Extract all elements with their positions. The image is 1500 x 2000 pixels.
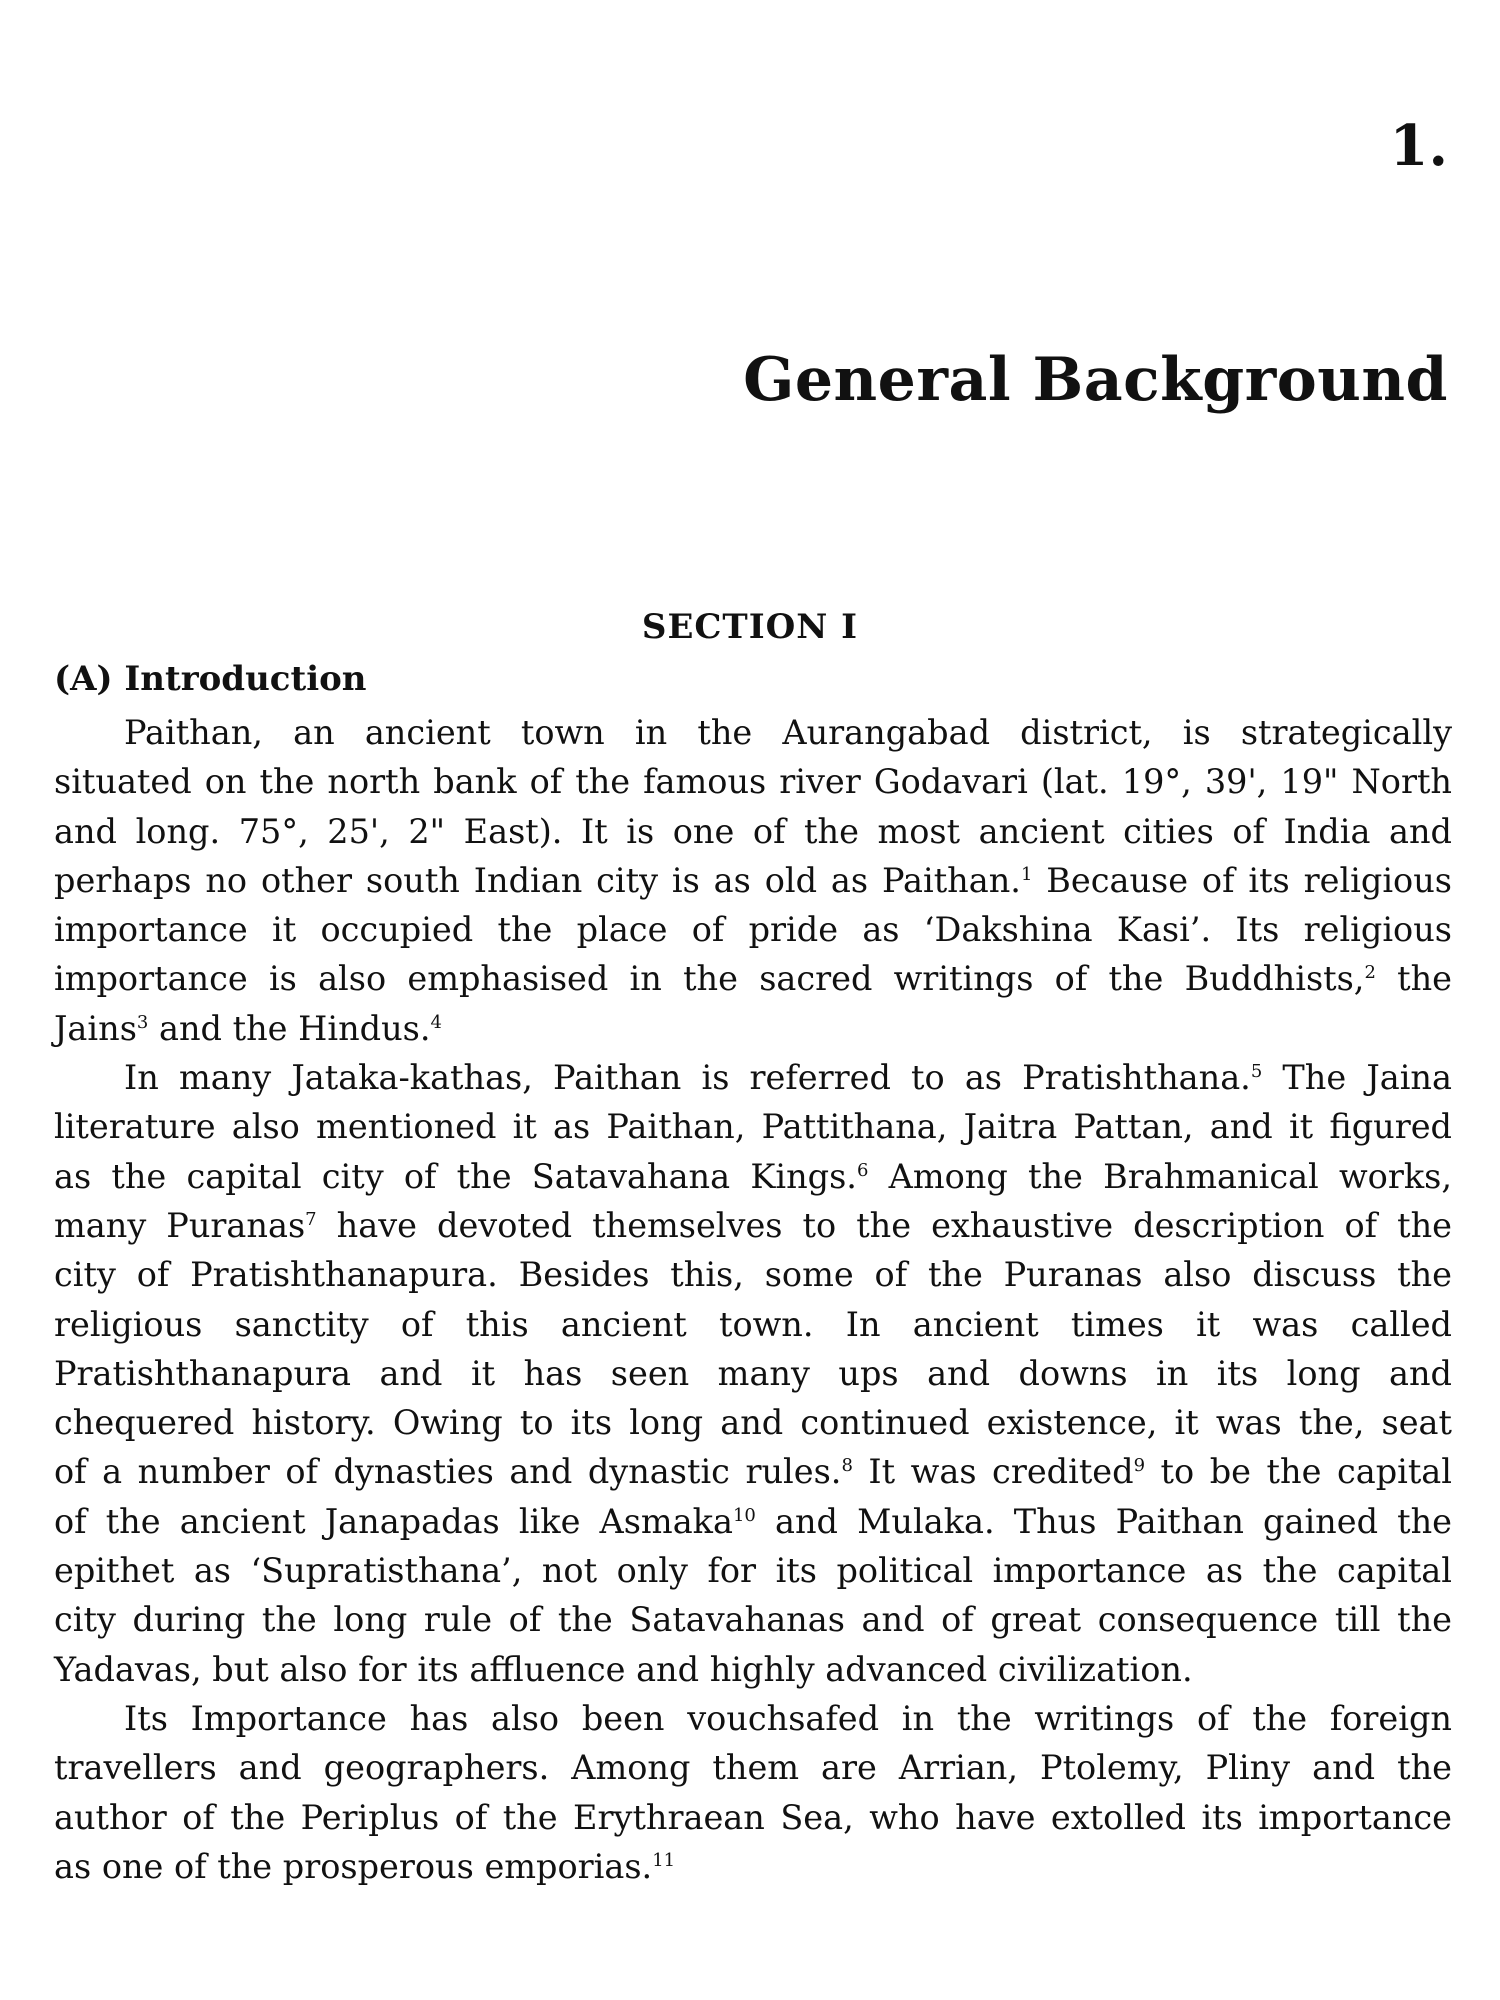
footnote-ref: 10 xyxy=(732,1504,756,1526)
text-line: many Puranas$^7$ have devoted themselves to the exhaustive description of the xyxy=(54,1205,1452,1245)
text-line: Pratishthanapura and it has seen many ups and downs in its long and xyxy=(54,1353,1452,1393)
text-line: author of the Periplus of the Erythraean Sea, who have extolled its importance xyxy=(54,1797,1452,1837)
text-line: and long. 75°, 25', 2" East). It is one of the most ancient cities of India and xyxy=(54,811,1452,851)
text-line: as one of the prosperous emporias.$^{11}$ xyxy=(54,1846,676,1886)
footnote-ref: 2 xyxy=(1364,962,1376,984)
footnote-ref: 6 xyxy=(856,1159,869,1181)
text-line: Jains$^3$ and the Hindus.$^4$ xyxy=(54,1008,442,1048)
chapter-title: General Background xyxy=(743,345,1448,415)
text-line: city during the long rule of the Satavahanas and of great consequence till the xyxy=(54,1600,1452,1640)
footnote-ref: 11 xyxy=(652,1849,676,1871)
text-line: city of Pratishthanapura. Besides this, some of the Puranas also discuss the xyxy=(54,1255,1452,1295)
paragraph-2 xyxy=(54,1053,1452,1694)
section-heading: SECTION I xyxy=(641,607,859,647)
footnote-ref: 1 xyxy=(1020,863,1033,885)
text-line: situated on the north bank of the famous river Godavari (lat. 19°, 39', 19" North xyxy=(54,762,1452,802)
text-line: Paithan, an ancient town in the Aurangabad district, is strategically xyxy=(124,713,1452,752)
text-line: importance is also emphasised in the sacred writings of the Buddhists,$^2$ the xyxy=(54,959,1453,999)
text-line: of the ancient Janapadas like Asmaka$^{10}$ and Mulaka. Thus Paithan gained the xyxy=(54,1501,1453,1541)
text-line: literature also mentioned it as Paithan, Pattithana, Jaitra Pattan, and it figured xyxy=(54,1107,1452,1147)
footnote-ref: 8 xyxy=(841,1455,853,1477)
text-line: perhaps no other south Indian city is as old as Paithan.$^1$ Because of its religious xyxy=(54,860,1452,900)
text-line: Its Importance has also been vouchsafed in the writings of the foreign xyxy=(124,1698,1452,1738)
footnote-ref: 3 xyxy=(136,1011,149,1033)
body-text xyxy=(54,708,1452,1891)
subsection-heading: (A) Introduction xyxy=(54,659,367,699)
text-line: as the capital city of the Satavahana Kings.$^6$ Among the Brahmanical works, xyxy=(54,1156,1452,1196)
footnote-ref: 4 xyxy=(430,1011,442,1033)
text-line: religious sanctity of this ancient town. In ancient times it was called xyxy=(54,1304,1452,1344)
footnote-ref: 9 xyxy=(1133,1455,1146,1477)
text-line: chequered history. Owing to its long and continued existence, it was the, seat xyxy=(54,1403,1452,1443)
text-line: travellers and geographers. Among them are Arrian, Ptolemy, Pliny and the xyxy=(54,1748,1452,1788)
chapter-number: 1. xyxy=(1389,113,1448,179)
text-line: In many Jataka-kathas, Paithan is referred to as Pratishthana.$^5$ The Jaina xyxy=(124,1058,1452,1098)
paragraph-3 xyxy=(54,1694,1452,1891)
footnote-ref: 5 xyxy=(1250,1060,1263,1082)
text-line: epithet as ‘Supratisthana’, not only for its political importance as the capital xyxy=(54,1551,1452,1591)
paragraph-1 xyxy=(54,708,1452,1053)
text-line: importance it occupied the place of pride as ‘Dakshina Kasi’. Its religious xyxy=(54,910,1452,950)
text-line: Yadavas, but also for its affluence and highly advanced civilization. xyxy=(54,1649,1193,1689)
footnote-ref: 7 xyxy=(305,1208,317,1230)
text-line: of a number of dynasties and dynastic rules.$^8$ It was credited$^9$ to be the capital xyxy=(54,1452,1452,1492)
